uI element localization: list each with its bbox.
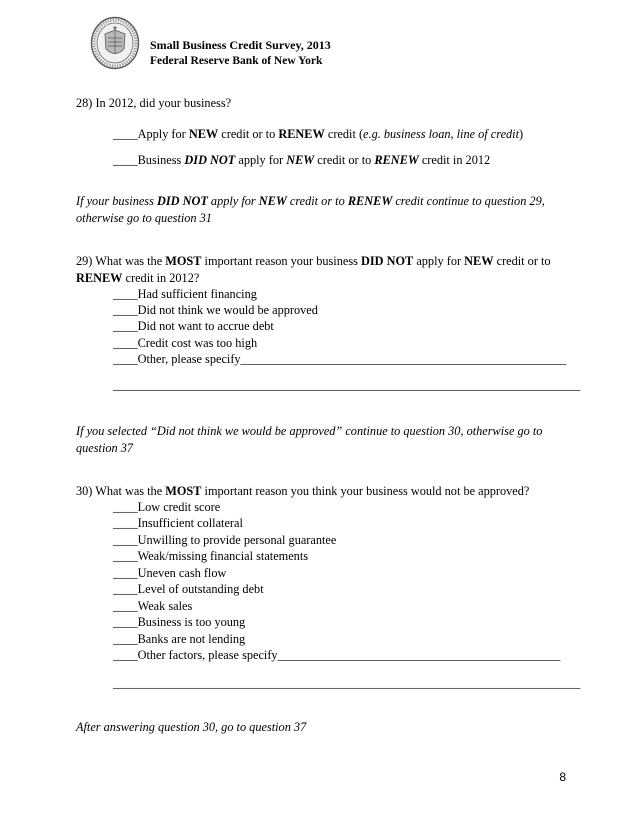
q30-option[interactable]: ____Uneven cash flow [113, 566, 227, 580]
q30-option[interactable]: ____Level of outstanding debt [113, 582, 264, 596]
q30-option[interactable]: ____Weak/missing financial statements [113, 549, 309, 563]
q30-specify-line[interactable]: ____________________________________________________________________________ [113, 676, 581, 690]
q29-option[interactable]: ____Did not want to accrue debt [113, 319, 274, 333]
q28-option-did-not-apply: ____Business DID NOT apply for NEW credit or to RENEW credit in 2012 [113, 153, 491, 167]
q30-option[interactable]: ____Unwilling to provide personal guarantee [113, 533, 337, 547]
answer-blank[interactable]: ____ [113, 153, 138, 167]
document-title: Small Business Credit Survey, 2013 [150, 38, 331, 52]
question-28: 28) In 2012, did your business? [76, 96, 232, 110]
answer-blank[interactable]: ____ [113, 127, 138, 141]
q29-option[interactable]: ____Had sufficient financing [113, 287, 257, 301]
federal-reserve-seal-icon [90, 16, 140, 70]
page-number: 8 [559, 770, 566, 784]
question-30: 30) What was the MOST important reason you think your business would not be approved? [76, 484, 530, 498]
q29-option-other[interactable]: ____Other, please specify_____________________________________________________ [113, 352, 567, 366]
q30-option[interactable]: ____Banks are not lending [113, 632, 246, 646]
skip-instruction-2-line-2: question 37 [76, 441, 134, 455]
document-subtitle: Federal Reserve Bank of New York [150, 55, 323, 67]
skip-instruction-1-line-2: otherwise go to question 31 [76, 211, 212, 225]
q28-option-apply: ____Apply for NEW credit or to RENEW credit (e.g. business loan, line of credit) [113, 127, 524, 141]
skip-instruction-1: If your business DID NOT apply for NEW credit or to RENEW credit continue to question 29, [76, 194, 545, 208]
question-29: 29) What was the MOST important reason your business DID NOT apply for NEW credit or to [76, 254, 551, 268]
q29-option[interactable]: ____Credit cost was too high [113, 336, 258, 350]
q30-option[interactable]: ____Business is too young [113, 615, 246, 629]
footer-instruction: After answering question 30, go to question 37 [76, 720, 307, 734]
q30-option[interactable]: ____Weak sales [113, 599, 193, 613]
question-29-line-2: RENEW credit in 2012? [76, 271, 200, 285]
q30-option-other[interactable]: ____Other factors, please specify______________________________________________ [113, 648, 561, 662]
q29-option[interactable]: ____Did not think we would be approved [113, 303, 318, 317]
q30-option[interactable]: ____Low credit score [113, 500, 221, 514]
q30-option[interactable]: ____Insufficient collateral [113, 516, 243, 530]
q29-specify-line[interactable]: ____________________________________________________________________________ [113, 378, 581, 392]
skip-instruction-2: If you selected “Did not think we would be approved” continue to question 30, otherwise go to [76, 424, 543, 438]
